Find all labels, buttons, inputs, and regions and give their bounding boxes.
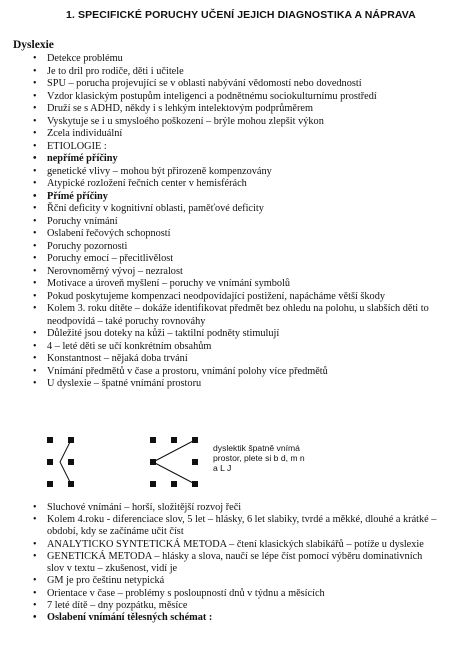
list-item xyxy=(0,216,441,229)
list-item-text: Je to dril pro rodiče, děti i učitele xyxy=(47,65,184,77)
list-item xyxy=(0,228,441,241)
list-item-text: SPU – porucha projevující se v oblasti nabývání vědomostí nebo dovedností xyxy=(47,78,362,89)
list-item-text: GM je pro češtinu netypická xyxy=(47,575,165,587)
list-item-text: genetické vlivy – mohou být přirozeně kompenzovány xyxy=(47,165,272,177)
figure-caption xyxy=(213,443,373,473)
bullet-icon: • xyxy=(33,502,37,513)
list-item-text: Přímé příčiny xyxy=(47,190,108,202)
list-item xyxy=(0,128,441,141)
bullet-icon: • xyxy=(33,203,37,214)
list-item xyxy=(0,53,441,66)
list-item xyxy=(0,353,441,366)
bullet-icon: • xyxy=(33,53,37,64)
bullet-icon: • xyxy=(33,538,37,550)
list-item xyxy=(0,78,441,91)
dot xyxy=(68,459,74,465)
bullet-icon: • xyxy=(33,378,37,389)
list-item xyxy=(0,303,441,328)
section-heading: Dyslexie xyxy=(13,39,54,51)
list-item xyxy=(0,366,441,379)
list-item-text: Detekce problému xyxy=(47,53,123,64)
bullet-icon: • xyxy=(33,190,37,202)
list-item xyxy=(0,575,441,587)
list-item xyxy=(0,141,441,154)
dot xyxy=(150,437,156,443)
list-item-text: Druží se s ADHD, někdy i s lehkým intelektovým podprůměrem xyxy=(47,103,313,114)
list-item xyxy=(0,153,441,166)
bullet-icon: • xyxy=(33,215,37,227)
bullet-list-2 xyxy=(0,502,441,625)
bullet-icon: • xyxy=(33,612,37,624)
list-item-text: Vnímání předmětů v čase a prostoru, vnímání polohy více předmětů xyxy=(47,365,328,377)
list-item-text: Konstantnost – nějaká doba trvání xyxy=(47,353,188,364)
list-item-text: Řční deficity v kognitivní oblasti, paměťové deficity xyxy=(47,203,264,214)
bullet-icon: • xyxy=(33,103,37,114)
list-item-text: Motivace a úroveň myšlení – poruchy ve vnímání symbolů xyxy=(47,278,291,289)
bullet-icon: • xyxy=(33,514,37,526)
list-item-text: ANALYTICKO SYNTETICKÁ METODA – čtení klasických slabikářů – potíže u dyslexie xyxy=(47,538,424,550)
list-item-text: Poruchy pozornosti xyxy=(47,240,128,252)
dot xyxy=(192,459,198,465)
dot xyxy=(47,437,53,443)
list-item xyxy=(0,203,441,216)
list-item xyxy=(0,341,441,354)
list-item-text: 7 leté dítě – dny pozpátku, měsíce xyxy=(47,599,188,611)
list-item xyxy=(0,178,441,191)
list-item xyxy=(0,166,441,179)
connector-line xyxy=(153,440,195,462)
caption-line: dyslektik špatně vnímá xyxy=(213,443,300,453)
list-item-text: Poruchy vnímání xyxy=(47,215,118,227)
list-item xyxy=(0,539,441,551)
bullet-icon: • xyxy=(33,265,37,277)
list-item-text: Poruchy emocí – přecitlivělost xyxy=(47,253,174,264)
list-item-text: Sluchové vnímání – horší, složitější rozvoj řeči xyxy=(47,502,242,513)
list-item-text: Pokud poskytujeme kompenzaci neodpovídající postižení, napácháme větší škody xyxy=(47,290,386,302)
list-item xyxy=(0,588,441,600)
list-item xyxy=(0,551,441,575)
caption-line: a L J xyxy=(213,463,232,473)
dot xyxy=(47,459,53,465)
bullet-icon: • xyxy=(33,550,37,562)
list-item xyxy=(0,291,441,304)
bullet-icon: • xyxy=(33,78,37,89)
list-item-text: Důležité jsou doteky na kůži – taktilní podněty stimulují xyxy=(47,328,280,339)
list-item xyxy=(0,253,441,266)
bullet-icon: • xyxy=(33,153,37,164)
list-item xyxy=(0,266,441,279)
bullet-icon: • xyxy=(33,228,37,239)
page-title: 1. SPECIFICKÉ PORUCHY UČENÍ JEJICH DIAGNOSTIKA A NÁPRAVA xyxy=(66,9,416,21)
list-item-text: nepřímé příčiny xyxy=(47,153,118,164)
bullet-icon: • xyxy=(33,328,37,339)
list-item-text: ETIOLOGIE : xyxy=(47,140,107,152)
bullet-icon: • xyxy=(33,128,37,139)
list-item xyxy=(0,328,441,341)
list-item-text: Vyskytuje se i u smysloého poškození – brýle mohou zlepšit výkon xyxy=(47,115,324,127)
bullet-icon: • xyxy=(33,599,37,611)
bullet-icon: • xyxy=(33,165,37,177)
list-item xyxy=(0,116,441,129)
bullet-icon: • xyxy=(33,353,37,364)
bullet-icon: • xyxy=(33,340,37,352)
list-item xyxy=(0,612,441,624)
bullet-icon: • xyxy=(33,303,37,314)
bullet-icon: • xyxy=(33,587,37,599)
list-item xyxy=(0,241,441,254)
bullet-icon: • xyxy=(33,240,37,252)
bullet-icon: • xyxy=(33,115,37,127)
dot xyxy=(47,481,53,487)
bullet-icon: • xyxy=(33,278,37,289)
bullet-icon: • xyxy=(33,290,37,302)
list-item-text: GENETICKÁ METODA – hlásky a slova, naučí se lépe číst pomocí výběru dominativních slov v textu – zkušenost, vidí je xyxy=(47,550,423,574)
bullet-icon: • xyxy=(33,178,37,189)
list-item-text: 4 – leté děti se učí konkrétním obsahům xyxy=(47,340,212,352)
list-item-text: Kolem 4.roku - diferenciace slov, 5 let – hlásky, 6 let slabiky, tvrdé a měkké, dlouhé a krátké – období, kdy se začínáme učit číst xyxy=(47,514,437,538)
list-item xyxy=(0,278,441,291)
list-item xyxy=(0,103,441,116)
list-item xyxy=(0,502,441,514)
list-item-text: Kolem 3. roku dítěte – dokáže identifikovat předmět bez ohledu na polohu, u slabších děti to neodpovídá – také poruchy rovnováhy xyxy=(47,303,429,327)
list-item-text: Vzdor klasickým postupům inteligenci a podnětnému sociokulturnímu prostředí xyxy=(47,90,377,102)
list-item-text: Zcela individuální xyxy=(47,128,123,139)
list-item xyxy=(0,66,441,79)
list-item-text: Nerovnoměrný vývoj – nezralost xyxy=(47,265,183,277)
dot xyxy=(171,437,177,443)
caption-line: prostor, plete si b d, m n xyxy=(213,453,305,463)
list-item xyxy=(0,600,441,612)
list-item-text: Atypické rozložení řečních center v hemisférách xyxy=(47,178,247,189)
list-item xyxy=(0,514,441,538)
bullet-icon: • xyxy=(33,90,37,102)
connector-line xyxy=(153,462,195,484)
list-item-text: Oslabení vnímání tělesných schémat : xyxy=(47,612,213,624)
dot xyxy=(171,481,177,487)
list-item xyxy=(0,378,441,391)
bullet-icon: • xyxy=(33,253,37,264)
bullet-list-1 xyxy=(0,53,441,391)
bullet-icon: • xyxy=(33,365,37,377)
dot xyxy=(150,481,156,487)
bullet-icon: • xyxy=(33,65,37,77)
list-item xyxy=(0,91,441,104)
bullet-icon: • xyxy=(33,140,37,152)
bullet-icon: • xyxy=(33,575,37,587)
list-item xyxy=(0,191,441,204)
list-item-text: Oslabení řečových schopností xyxy=(47,228,171,239)
list-item-text: Orientace v čase – problémy s posloupností dnů v týdnu a měsících xyxy=(47,587,325,599)
list-item-text: U dyslexie – špatné vnímání prostoru xyxy=(47,378,202,389)
